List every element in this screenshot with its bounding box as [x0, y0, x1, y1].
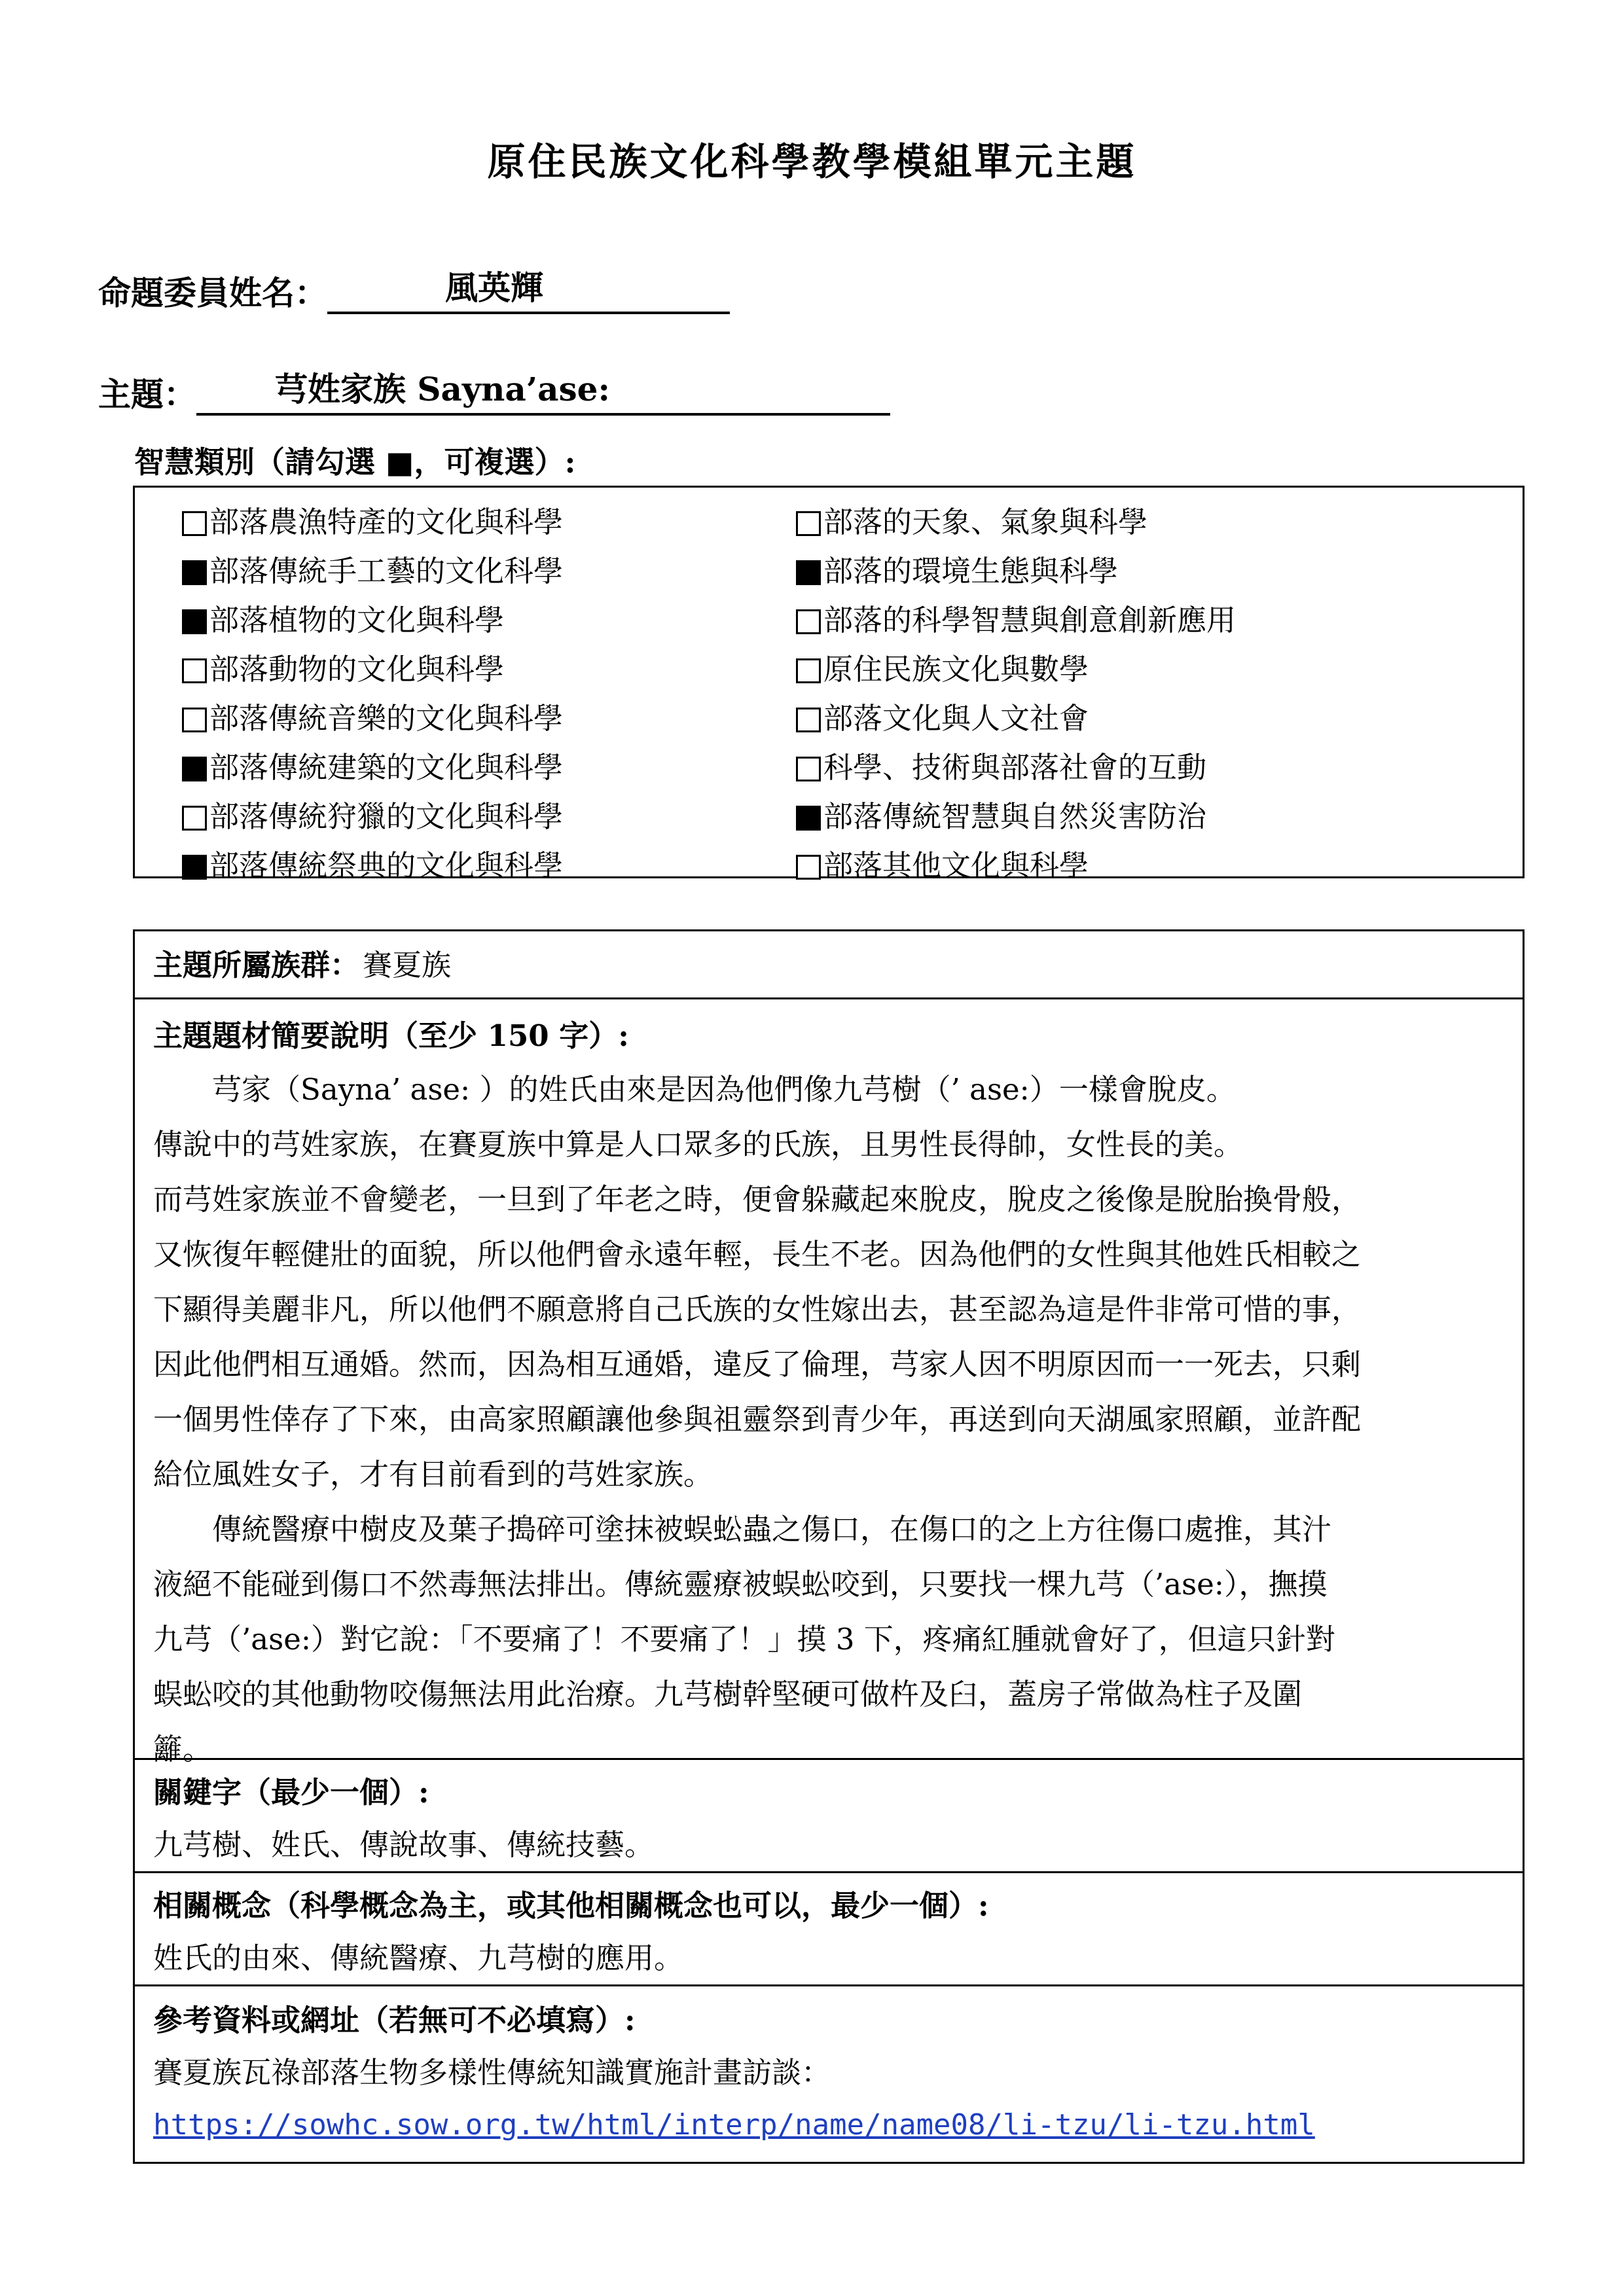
keywords-value: 九芎樹、姓氏、傳說故事、傳統技藝。 [153, 1827, 655, 1862]
checkbox-checked[interactable] [182, 855, 207, 880]
category-item[interactable] [182, 497, 563, 547]
category-item[interactable] [796, 792, 1236, 841]
category-item[interactable] [182, 547, 563, 596]
committee-name-field[interactable]: 風英輝 [327, 262, 730, 314]
checkbox-unchecked[interactable] [796, 609, 821, 634]
category-item[interactable] [182, 596, 563, 645]
topic-label: 主題： [98, 375, 196, 414]
summary-line: 而芎姓家族並不會變老，一旦到了年老之時，便會躲藏起來脫皮，脫皮之後像是脫胎換骨般， [153, 1182, 1362, 1217]
summary-line: 芎家（Sayna’ ase: ）的姓氏由來是因為他們像九芎樹（’ ase:）一樣會脫皮。 [153, 1072, 1236, 1107]
category-item-label: 部落傳統智慧與自然災害防治 [823, 799, 1207, 834]
committee-label: 命題委員姓名： [98, 274, 327, 312]
references-label: 參考資料或網址（若無可不必填寫）: [153, 2003, 636, 2037]
checkbox-unchecked[interactable] [796, 708, 821, 732]
info-table [133, 929, 1525, 2164]
summary-line: 九芎（’ase:）對它說：「不要痛了！不要痛了！」摸 3 下，疼痛紅腫就會好了，但這只針對 [153, 1622, 1335, 1657]
category-item-label: 部落傳統建築的文化與科學 [209, 750, 564, 785]
category-item-label: 部落動物的文化與科學 [209, 652, 505, 687]
checkbox-checked[interactable] [182, 757, 207, 781]
checkbox-unchecked[interactable] [796, 855, 821, 880]
category-item-label: 部落傳統音樂的文化與科學 [209, 701, 564, 736]
category-item[interactable] [796, 743, 1236, 792]
category-item[interactable] [182, 841, 563, 890]
checkbox-checked[interactable] [796, 806, 821, 831]
summary-line: 傳統醫療中樹皮及葉子搗碎可塗抹被蜈蚣蟲之傷口，在傷口的之上方往傷口處推，其汁 [153, 1512, 1332, 1547]
summary-text [153, 1062, 1504, 1777]
summary-line: 傳說中的芎姓家族，在賽夏族中算是人口眾多的氏族，且男性長得帥，女性長的美。 [153, 1127, 1244, 1162]
checkbox-unchecked[interactable] [182, 511, 207, 536]
category-item[interactable] [182, 743, 563, 792]
references-row [135, 1986, 1523, 2162]
checkbox-unchecked[interactable] [796, 757, 821, 781]
summary-line: 一個男性倖存了下來，由高家照顧讓他參與祖靈祭到青少年，再送到向天湖風家照顧，並許配 [153, 1402, 1362, 1437]
category-item-label: 部落的天象、氣象與科學 [823, 505, 1148, 539]
keywords-label: 關鍵字（最少一個）: [153, 1775, 429, 1810]
category-item[interactable] [796, 497, 1236, 547]
category-column-left [182, 497, 563, 890]
category-column-right [796, 497, 1236, 890]
summary-line: 籬。 [153, 1732, 213, 1767]
concepts-row [135, 1873, 1523, 1986]
category-item[interactable] [182, 694, 563, 743]
category-item[interactable] [796, 694, 1236, 743]
concepts-value: 姓氏的由來、傳統醫療、九芎樹的應用。 [153, 1941, 684, 1975]
checkbox-unchecked[interactable] [796, 511, 821, 536]
category-item-label: 部落其他文化與科學 [823, 848, 1089, 883]
checkbox-checked[interactable] [796, 560, 821, 585]
checkbox-unchecked[interactable] [796, 658, 821, 683]
category-item[interactable] [182, 792, 563, 841]
category-item-label: 部落農漁特產的文化與科學 [209, 505, 564, 539]
ethnic-group-row [135, 931, 1523, 999]
summary-line: 又恢復年輕健壯的面貌，所以他們會永遠年輕，長生不老。因為他們的女性與其他姓氏相較之 [153, 1237, 1362, 1272]
category-item-label: 部落的科學智慧與創意創新應用 [823, 603, 1236, 637]
summary-line: 下顯得美麗非凡，所以他們不願意將自己氏族的女性嫁出去，甚至認為這是件非常可惜的事， [153, 1292, 1362, 1327]
page-title: 原住民族文化科學教學模組單元主題 [487, 139, 1137, 184]
category-item-label: 科學、技術與部落社會的互動 [823, 750, 1207, 785]
category-item-label: 部落的環境生態與科學 [823, 554, 1119, 588]
category-item-label: 部落傳統祭典的文化與科學 [209, 848, 564, 883]
category-item[interactable] [182, 645, 563, 694]
category-item[interactable] [796, 596, 1236, 645]
summary-line: 蜈蚣咬的其他動物咬傷無法用此治療。九芎樹幹堅硬可做杵及臼，蓋房子常做為柱子及圍 [153, 1677, 1303, 1712]
ethnic-group-value: 賽夏族 [363, 948, 452, 982]
category-item-label: 部落文化與人文社會 [823, 701, 1089, 736]
checkbox-checked[interactable] [182, 609, 207, 634]
summary-row [135, 999, 1523, 1767]
category-item-label: 部落傳統狩獵的文化與科學 [209, 799, 564, 834]
category-item-label: 部落傳統手工藝的文化科學 [209, 554, 564, 588]
category-item[interactable] [796, 645, 1236, 694]
topic-field[interactable]: 芎姓家族 Sayna’ase: [196, 363, 890, 416]
checkbox-unchecked[interactable] [182, 708, 207, 732]
category-item-label: 原住民族文化與數學 [823, 652, 1089, 687]
summary-line: 給位風姓女子，才有目前看到的芎姓家族。 [153, 1457, 713, 1492]
category-checklist [133, 486, 1525, 883]
references-text: 賽夏族瓦祿部落生物多樣性傳統知識實施計畫訪談： [153, 2055, 831, 2090]
category-header: 智慧類別（請勾選 ■，可複選）: [134, 444, 576, 480]
checkbox-unchecked[interactable] [182, 806, 207, 831]
category-item-label: 部落植物的文化與科學 [209, 603, 505, 637]
ethnic-group-label: 主題所屬族群： [153, 948, 360, 982]
reference-link[interactable]: https://sowhc.sow.org.tw/html/interp/name/name08/li-tzu/li-tzu.html [153, 2108, 1315, 2142]
concepts-label: 相關概念（科學概念為主，或其他相關概念也可以，最少一個）: [153, 1888, 989, 1923]
committee-row [98, 262, 730, 314]
summary-line: 因此他們相互通婚。然而，因為相互通婚，違反了倫理，芎家人因不明原因而一一死去，只剩 [153, 1347, 1362, 1382]
checkbox-unchecked[interactable] [182, 658, 207, 683]
category-item[interactable] [796, 841, 1236, 890]
keywords-row [135, 1760, 1523, 1873]
category-item[interactable] [796, 547, 1236, 596]
topic-row [98, 363, 890, 416]
summary-line: 液絕不能碰到傷口不然毒無法排出。傳統靈療被蜈蚣咬到，只要找一棵九芎（’ase:），撫摸 [153, 1567, 1327, 1602]
checkbox-checked[interactable] [182, 560, 207, 585]
summary-label: 主題題材簡要說明（至少 150 字）: [153, 1018, 629, 1053]
